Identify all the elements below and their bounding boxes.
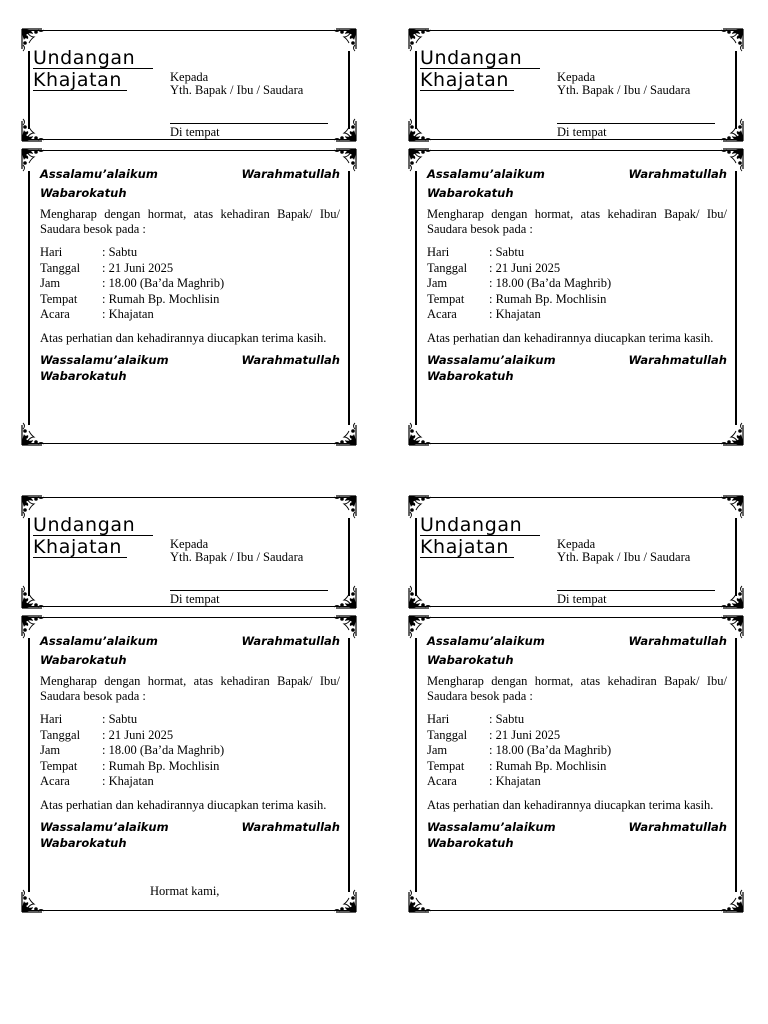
greeting-line [40, 165, 340, 184]
closing-paragraph: Atas perhatian dan kehadirannya diucapkan terima kasih. [427, 797, 714, 812]
detail-value: : Sabtu [489, 712, 525, 726]
invitation-title [33, 514, 153, 558]
intro-paragraph: Mengharap dengan hormat, atas kehadiran Bapak/ Ibu/ Saudara besok pada : [427, 674, 727, 703]
title-line-1: Undangan [420, 515, 540, 536]
closing-paragraph: Atas perhatian dan kehadirannya diucapkan terima kasih. [40, 330, 327, 345]
detail-value: : Sabtu [489, 245, 525, 259]
detail-label: Hari [427, 712, 450, 726]
greeting-word: Assalamu’alaikum [40, 167, 158, 181]
detail-label: Tempat [40, 291, 78, 306]
closing-paragraph: Atas perhatian dan kehadirannya diucapkan terima kasih. [427, 330, 714, 345]
greeting-line-2: Wabarokatuh [40, 653, 127, 667]
detail-label: Hari [427, 245, 450, 259]
farewell [40, 352, 340, 384]
recipient-name-line [170, 122, 328, 124]
detail-row [427, 261, 727, 277]
detail-value: : 18.00 (Ba’da Maghrib) [102, 743, 225, 757]
card-body [411, 150, 741, 444]
closing-paragraph: Atas perhatian dan kehadirannya diucapkan terima kasih. [40, 797, 327, 812]
greeting-word: Assalamu’alaikum [40, 634, 158, 648]
invitation-content [40, 165, 340, 384]
event-details [40, 712, 340, 790]
detail-value: : 18.00 (Ba’da Maghrib) [489, 276, 612, 290]
card-body [411, 617, 741, 911]
detail-label: Jam [427, 743, 448, 757]
greeting-line [427, 632, 727, 651]
floral-corner-icon [332, 494, 358, 520]
greeting-line [40, 632, 340, 651]
farewell-line-2: Wabarokatuh [40, 368, 127, 383]
detail-value: : Khajatan [489, 774, 541, 788]
floral-corner-icon [332, 584, 358, 610]
detail-row [40, 292, 340, 308]
floral-corner-icon [719, 421, 745, 447]
invitation-content [427, 165, 727, 384]
greeting-word: Warahmatullah [241, 167, 340, 181]
signature-greeting: Hormat kami, [150, 884, 220, 898]
recipient-block [557, 538, 715, 606]
detail-label: Tempat [40, 758, 78, 773]
greeting-word: Assalamu’alaikum [427, 167, 545, 181]
recipient-block [557, 71, 715, 139]
border-left [28, 638, 30, 892]
detail-row [40, 307, 340, 323]
title-line-2: Khajatan [33, 70, 127, 91]
farewell-line-2: Wabarokatuh [427, 368, 514, 383]
detail-row [427, 774, 727, 790]
title-line-1: Undangan [33, 515, 153, 536]
recipient-name-line [557, 589, 715, 591]
border-left [415, 638, 417, 892]
detail-row [427, 712, 727, 728]
detail-value: : Rumah Bp. Mochlisin [489, 758, 607, 773]
greeting-word: Warahmatullah [628, 167, 727, 181]
farewell-word: Warahmatullah [241, 819, 340, 834]
di-tempat-label: Di tempat [170, 592, 220, 606]
invitation-title [420, 47, 540, 91]
greeting-word: Assalamu’alaikum [427, 634, 545, 648]
floral-corner-icon [719, 888, 745, 914]
detail-label: Jam [40, 276, 61, 290]
floral-corner-icon [719, 494, 745, 520]
recipient-salutation: Yth. Bapak / Ibu / Saudara [170, 550, 304, 564]
recipient-salutation: Yth. Bapak / Ibu / Saudara [170, 83, 304, 97]
floral-corner-icon [332, 117, 358, 143]
border-right [348, 171, 350, 425]
card-header [411, 30, 741, 140]
recipient-block [170, 538, 328, 606]
card-header [411, 497, 741, 607]
border-right [348, 638, 350, 892]
border-right [735, 638, 737, 892]
detail-label: Tanggal [427, 727, 468, 742]
intro-paragraph: Mengharap dengan hormat, atas kehadiran Bapak/ Ibu/ Saudara besok pada : [40, 674, 340, 703]
detail-value: : 18.00 (Ba’da Maghrib) [102, 276, 225, 290]
floral-corner-icon [332, 888, 358, 914]
invitation-content [427, 632, 727, 851]
detail-label: Hari [40, 245, 63, 259]
di-tempat-label: Di tempat [170, 125, 220, 139]
event-details [427, 712, 727, 790]
detail-label: Jam [40, 743, 61, 757]
detail-value: : 18.00 (Ba’da Maghrib) [489, 743, 612, 757]
detail-label: Acara [40, 307, 70, 321]
detail-row [40, 245, 340, 261]
border-left [28, 171, 30, 425]
invitation-title [33, 47, 153, 91]
recipient-name-line [170, 589, 328, 591]
detail-row [40, 774, 340, 790]
farewell-word: Wassalamu’alaikum [427, 819, 556, 834]
detail-value: : Sabtu [102, 712, 138, 726]
detail-row [40, 759, 340, 775]
intro-paragraph: Mengharap dengan hormat, atas kehadiran Bapak/ Ibu/ Saudara besok pada : [40, 207, 340, 236]
kepada-label: Kepada [557, 70, 596, 84]
border-left [415, 171, 417, 425]
detail-value: : Khajatan [489, 307, 541, 321]
border-right [735, 171, 737, 425]
detail-row [427, 728, 727, 744]
farewell-word: Warahmatullah [628, 352, 727, 367]
recipient-salutation: Yth. Bapak / Ibu / Saudara [557, 83, 691, 97]
detail-value: : Rumah Bp. Mochlisin [489, 291, 607, 306]
recipient-salutation: Yth. Bapak / Ibu / Saudara [557, 550, 691, 564]
floral-corner-icon [407, 888, 433, 914]
detail-row [427, 245, 727, 261]
title-line-2: Khajatan [33, 537, 127, 558]
event-details [40, 245, 340, 323]
kepada-label: Kepada [170, 537, 209, 551]
detail-label: Acara [427, 307, 457, 321]
farewell [40, 819, 340, 851]
kepada-label: Kepada [170, 70, 209, 84]
detail-value: : 21 Juni 2025 [102, 260, 174, 275]
detail-value: : Rumah Bp. Mochlisin [102, 291, 220, 306]
detail-row [427, 292, 727, 308]
farewell [427, 352, 727, 384]
detail-row [427, 307, 727, 323]
floral-corner-icon [20, 117, 46, 143]
detail-row [427, 743, 727, 759]
floral-corner-icon [719, 117, 745, 143]
detail-label: Tanggal [40, 727, 81, 742]
floral-corner-icon [407, 117, 433, 143]
detail-value: : Khajatan [102, 774, 154, 788]
detail-row [40, 743, 340, 759]
farewell-word: Wassalamu’alaikum [40, 352, 169, 367]
floral-corner-icon [719, 27, 745, 53]
farewell-line [427, 352, 727, 368]
detail-value: : 21 Juni 2025 [489, 260, 561, 275]
intro-paragraph: Mengharap dengan hormat, atas kehadiran Bapak/ Ibu/ Saudara besok pada : [427, 207, 727, 236]
floral-corner-icon [332, 421, 358, 447]
greeting-line-2: Wabarokatuh [40, 186, 127, 200]
detail-label: Tanggal [427, 260, 468, 275]
floral-corner-icon [407, 584, 433, 610]
card-body [24, 150, 354, 444]
detail-label: Hari [40, 712, 63, 726]
detail-value: : 21 Juni 2025 [489, 727, 561, 742]
greeting-line-2: Wabarokatuh [427, 186, 514, 200]
floral-corner-icon [20, 888, 46, 914]
di-tempat-label: Di tempat [557, 125, 607, 139]
farewell-word: Wassalamu’alaikum [40, 819, 169, 834]
greeting-line-2: Wabarokatuh [427, 653, 514, 667]
title-line-2: Khajatan [420, 537, 514, 558]
detail-value: : Sabtu [102, 245, 138, 259]
floral-corner-icon [407, 421, 433, 447]
detail-value: : Khajatan [102, 307, 154, 321]
di-tempat-label: Di tempat [557, 592, 607, 606]
detail-row [40, 261, 340, 277]
title-line-2: Khajatan [420, 70, 514, 91]
detail-value: : 21 Juni 2025 [102, 727, 174, 742]
farewell-line-2: Wabarokatuh [40, 835, 127, 850]
farewell-line-2: Wabarokatuh [427, 835, 514, 850]
detail-label: Tanggal [40, 260, 81, 275]
invitation-title [420, 514, 540, 558]
farewell-word: Warahmatullah [628, 819, 727, 834]
farewell-word: Warahmatullah [241, 352, 340, 367]
title-line-1: Undangan [420, 48, 540, 69]
greeting-line [427, 165, 727, 184]
title-line-1: Undangan [33, 48, 153, 69]
farewell [427, 819, 727, 851]
greeting-word: Warahmatullah [628, 634, 727, 648]
floral-corner-icon [719, 584, 745, 610]
detail-label: Acara [40, 774, 70, 788]
card-header [24, 30, 354, 140]
recipient-name-line [557, 122, 715, 124]
detail-row [40, 728, 340, 744]
card-header [24, 497, 354, 607]
detail-row [427, 276, 727, 292]
detail-label: Tempat [427, 291, 465, 306]
farewell-line [427, 819, 727, 835]
farewell-line [40, 819, 340, 835]
invitation-content [40, 632, 340, 851]
floral-corner-icon [20, 584, 46, 610]
detail-label: Tempat [427, 758, 465, 773]
detail-row [427, 759, 727, 775]
detail-label: Acara [427, 774, 457, 788]
floral-corner-icon [20, 421, 46, 447]
kepada-label: Kepada [557, 537, 596, 551]
card-body [24, 617, 354, 911]
recipient-block [170, 71, 328, 139]
greeting-word: Warahmatullah [241, 634, 340, 648]
floral-corner-icon [332, 27, 358, 53]
detail-label: Jam [427, 276, 448, 290]
farewell-word: Wassalamu’alaikum [427, 352, 556, 367]
event-details [427, 245, 727, 323]
farewell-line [40, 352, 340, 368]
detail-value: : Rumah Bp. Mochlisin [102, 758, 220, 773]
detail-row [40, 276, 340, 292]
detail-row [40, 712, 340, 728]
